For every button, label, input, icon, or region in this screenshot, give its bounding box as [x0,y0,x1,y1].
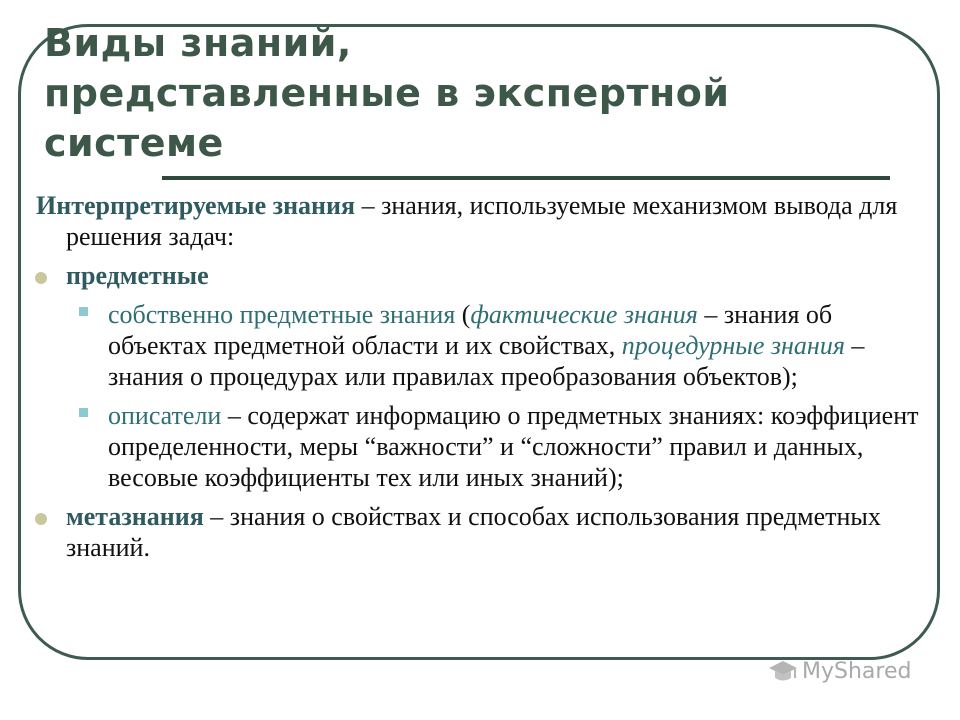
subbullet-item-descriptors [36,400,926,493]
subbullet-text: – знания о процедурах или правилах преобразования объектов); [108,331,865,391]
bullet-text: – знания о свойствах и способах использования предметных знаний. [66,502,881,562]
title-line-2: представленные в экспертной [44,71,730,115]
bullet-square-icon [79,408,88,417]
bullet-item-metaknowledge [36,501,926,563]
subbullet-emphasis: фактические знания [470,300,698,329]
subbullet-emphasis: процедурные знания [621,331,845,360]
bullet-item-subject [36,260,926,291]
intro-paragraph [36,190,926,252]
subbullet-text: ( [455,300,471,329]
slide-content [36,190,926,563]
bullet-dot-icon [35,272,47,284]
watermark-text: MyShared [802,658,912,684]
subbullet-text: – знания об объектах предметной области и их свойствах, [108,300,833,360]
subbullet-term: собственно предметные знания [108,300,456,329]
title-underline [162,176,890,180]
intro-text: – знания, используемые механизмом вывода для решения задач: [66,191,898,251]
watermark [768,656,911,686]
subbullet-text: – содержат информацию о предметных знаниях: коэффициент определенности, меры “важности” и “сложности” правил и данных, весовые коэффициенты тех или иных знаний); [108,401,919,492]
subbullet-item-subject-knowledge [36,299,926,392]
title-line-1: Виды знаний, [44,21,352,65]
slide-title [44,18,924,168]
bullet-label: метазнания [66,502,204,531]
bullet-dot-icon [35,513,47,525]
subbullet-term: описатели [108,401,222,430]
bullet-square-icon [79,307,88,316]
mortarboard-icon [768,656,798,686]
intro-term: Интерпретируемые знания [36,191,356,220]
bullet-label: предметные [66,261,209,290]
title-line-3: системе [44,121,224,165]
